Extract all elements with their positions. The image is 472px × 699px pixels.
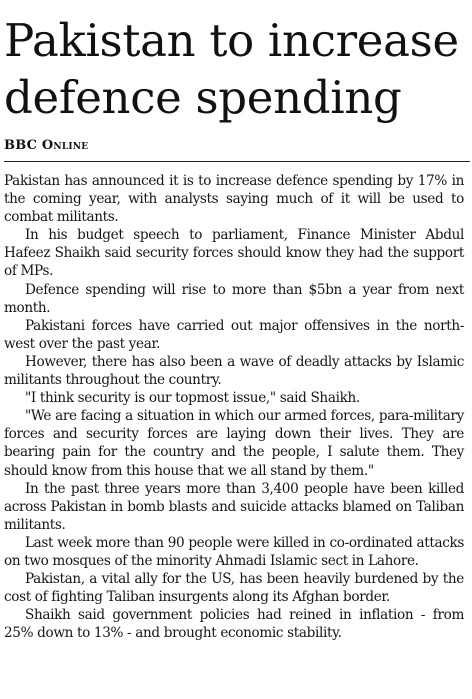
paragraph: In the past three years more than 3,400 people have been killed across Pakistan in bomb blasts and suicide attacks blamed on Taliban militants.	[4, 480, 464, 533]
paragraph: "We are facing a situation in which our armed forces, para-military forces and security forces are laying down their lives. They are bearing pain for the country and the people, I salute them. They should know from this house that we all stand by them."	[4, 408, 464, 479]
headline-line-1: Pakistan to increase	[4, 14, 459, 67]
paragraph: Defence spending will rise to more than $5bn a year from next month.	[4, 281, 464, 316]
paragraph: Pakistani forces have carried out major offensives in the north-west over the past year.	[4, 317, 464, 352]
headline-line-2: defence spending	[4, 71, 402, 124]
paragraph: Last week more than 90 people were killed in co-ordinated attacks on two mosques of the minority Ahmadi Islamic sect in Lahore.	[4, 534, 464, 569]
paragraph: Shaikh said government policies had reined in inflation - from 25% down to 13% - and brought economic stability.	[4, 607, 464, 642]
article-source: BBC Online	[4, 138, 89, 153]
paragraph: However, there has also been a wave of deadly attacks by Islamic militants throughout the country.	[4, 353, 464, 389]
paragraph: In his budget speech to parliament, Finance Minister Abdul Hafeez Shaikh said security forces should know they had the support of MPs.	[4, 227, 464, 280]
paragraph: Pakistan, a vital ally for the US, has been heavily burdened by the cost of fighting Taliban insurgents along its Afghan border.	[4, 571, 464, 606]
article-headline	[4, 12, 470, 126]
source-divider	[4, 161, 470, 162]
paragraph: "I think security is our topmost issue," said Shaikh.	[25, 390, 360, 407]
paragraph: Pakistan has announced it is to increase defence spending by 17% in the coming year, with analysts saying much of it will be used to combat militants.	[4, 173, 464, 226]
article-body	[4, 172, 464, 642]
